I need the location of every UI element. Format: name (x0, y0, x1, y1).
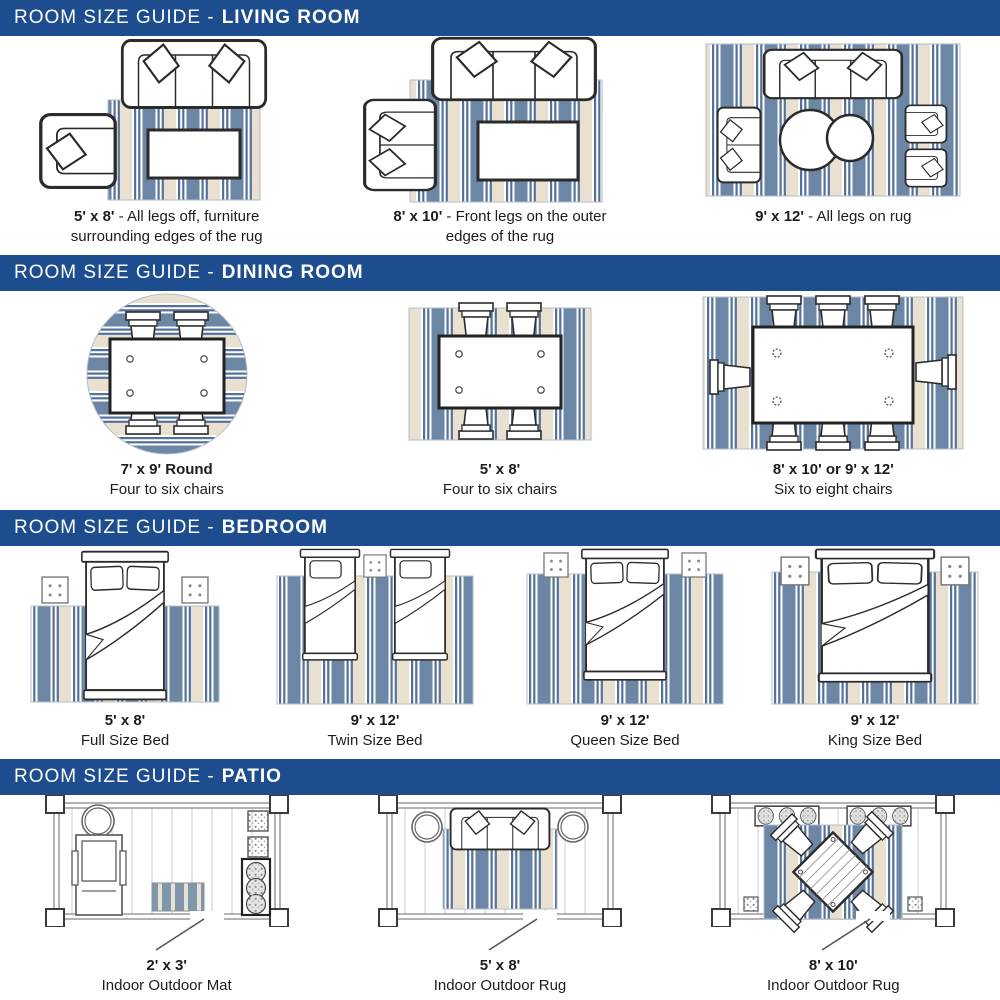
section-header-bedroom (0, 510, 1000, 546)
bedroom-cell-twin (250, 546, 500, 759)
patio-cell-2x3 (0, 795, 333, 1000)
bedroom-cell-king (750, 546, 1000, 759)
caption: 8' x 10' or 9' x 12' Six to eight chairs (772, 461, 894, 498)
nightstand (781, 557, 809, 585)
armchair (906, 149, 947, 186)
patio-cell-5x8 (333, 795, 666, 1000)
nightstand (941, 557, 969, 585)
diagram-dining-8x10 (693, 291, 973, 457)
round-table (827, 115, 873, 161)
loveseat (365, 100, 436, 190)
patio-cell-8x10 (667, 795, 1000, 1000)
caption: 9' x 12' Twin Size Bed (327, 712, 423, 749)
diagram-patio-2x3 (32, 795, 302, 953)
diagram-living-8x10 (360, 36, 640, 204)
nightstand (182, 577, 208, 603)
coffee-table (148, 130, 240, 178)
caption: 5' x 8' Indoor Outdoor Rug (433, 957, 567, 994)
caption: 5' x 8' Full Size Bed (80, 712, 170, 749)
caption: 9' x 12' - All legs on rug (755, 208, 912, 225)
caption: 2' x 3' Indoor Outdoor Mat (101, 957, 232, 994)
bed (82, 552, 168, 700)
caption: 7' x 9' Round Four to six chairs (109, 461, 224, 498)
diagram-patio-8x10 (698, 795, 968, 953)
dining-cell-8x10 (667, 291, 1000, 510)
side-table (412, 812, 442, 842)
bed (582, 549, 668, 679)
loveseat (718, 107, 761, 182)
nightstand (544, 553, 568, 577)
diagram-dining-5x8 (365, 292, 635, 457)
armchair (906, 105, 947, 142)
side-table (82, 805, 114, 837)
section-header-patio (0, 759, 1000, 795)
callout-line (156, 919, 204, 950)
bed (300, 549, 359, 659)
planter (908, 897, 922, 911)
header-title: LIVING ROOM (221, 7, 361, 28)
bed (390, 549, 449, 659)
living-cell-5x8 (0, 36, 333, 255)
header-prefix: ROOM SIZE GUIDE - (14, 766, 215, 787)
header-title: DINING ROOM (221, 262, 364, 283)
section-living-room (0, 0, 1000, 255)
diagram-living-5x8 (32, 36, 302, 204)
bedroom-cell-full (0, 546, 250, 759)
caption: 8' x 10' Indoor Outdoor Rug (767, 957, 900, 994)
dining-table (753, 327, 913, 423)
caption: 8' x 10' - Front legs on the outer edges of the rug (393, 208, 607, 245)
nightstand (364, 555, 386, 577)
caption: 5' x 8' Four to six chairs (442, 461, 558, 498)
dining-table (110, 339, 224, 413)
diagram-bedroom-full (15, 546, 235, 708)
header-title: BEDROOM (221, 517, 328, 538)
nightstand (682, 553, 706, 577)
plant-stand (242, 859, 270, 915)
header-prefix: ROOM SIZE GUIDE - (14, 7, 215, 28)
sofa (433, 38, 596, 100)
planter (744, 897, 758, 911)
dining-table (439, 336, 561, 408)
section-header-living-room (0, 0, 1000, 36)
section-bedroom (0, 510, 1000, 759)
section-header-dining-room (0, 255, 1000, 291)
living-cell-8x10 (333, 36, 666, 255)
planter (248, 811, 268, 857)
sofa (765, 49, 903, 98)
bedroom-cell-queen (500, 546, 750, 759)
header-prefix: ROOM SIZE GUIDE - (14, 517, 215, 538)
nightstand (42, 577, 68, 603)
callout-line (489, 919, 537, 950)
dining-cell-5x8 (333, 291, 666, 510)
diagram-bedroom-queen (515, 546, 735, 708)
lounge-chair (72, 835, 126, 915)
side-table (558, 812, 588, 842)
diagram-dining-round (42, 291, 292, 457)
outdoor-mat (152, 883, 204, 911)
diagram-living-9x12 (698, 38, 968, 203)
diagram-bedroom-king (760, 546, 990, 708)
section-dining-room (0, 255, 1000, 510)
outdoor-sofa (451, 809, 550, 850)
bed (816, 550, 934, 682)
header-title: PATIO (221, 766, 282, 787)
callout-line (822, 919, 870, 950)
sofa (122, 41, 265, 109)
dining-cell-round (0, 291, 333, 510)
coffee-table (478, 122, 578, 180)
caption: 9' x 12' King Size Bed (827, 712, 923, 749)
diagram-bedroom-twin (265, 546, 485, 708)
header-prefix: ROOM SIZE GUIDE - (14, 262, 215, 283)
caption: 9' x 12' Queen Size Bed (570, 712, 680, 749)
caption: 5' x 8' - All legs off, furniture surrounding edges of the rug (70, 208, 263, 245)
armchair (40, 115, 115, 188)
section-patio (0, 759, 1000, 1000)
living-cell-9x12 (667, 36, 1000, 255)
diagram-patio-5x8 (365, 795, 635, 953)
